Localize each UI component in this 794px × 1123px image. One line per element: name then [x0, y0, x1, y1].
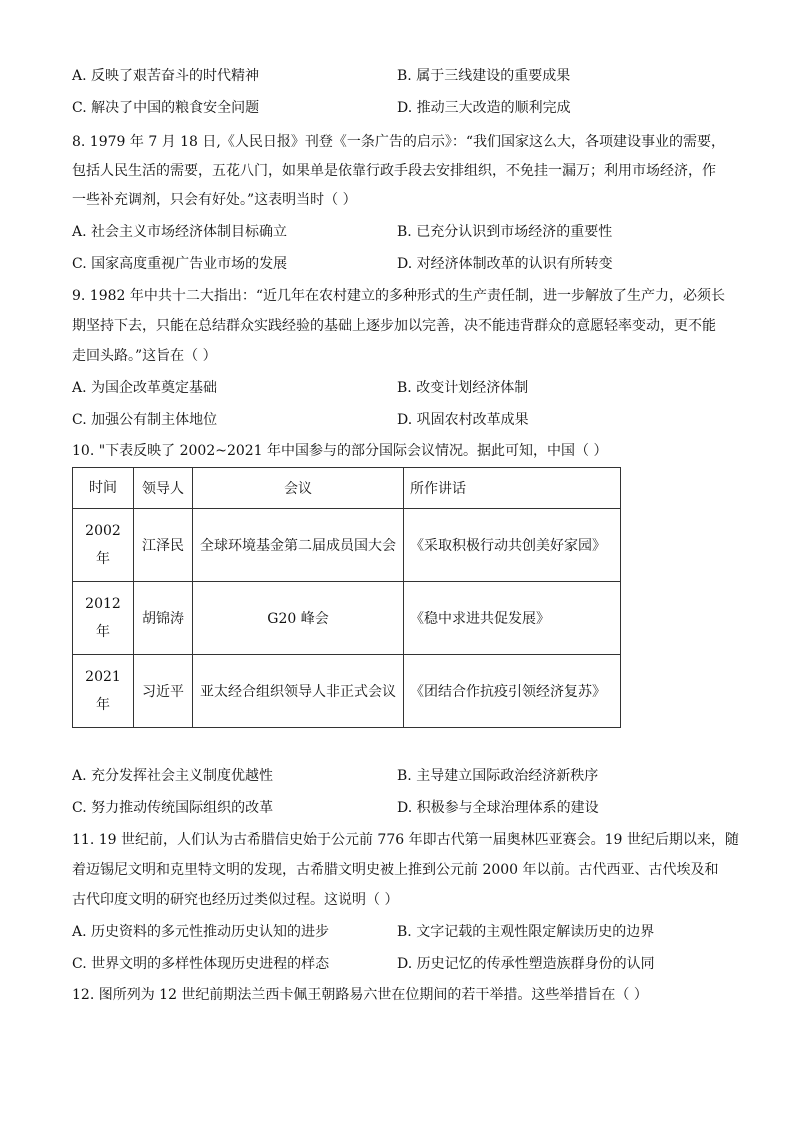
q10-stem: 10. "下表反映了 2002~2021 年中国参与的部分国际会议情况。据此可知，中国（ ） [72, 443, 608, 459]
q11-stem-line1: 11. 19 世纪前，人们认为古希腊信史始于公元前 776 年即古代第一届奥林匹亚赛会。19 世纪后期以来，随 [72, 832, 739, 848]
header-leader: 领导人 [134, 468, 193, 509]
table-row [73, 509, 621, 582]
q11-option-c: C. 世界文明的多样性体现历史进程的样态 [72, 956, 330, 972]
q9-option-d: D. 巩固农村改革成果 [397, 412, 529, 428]
q8-stem-line1: 8. 1979 年 7 月 18 日,《人民日报》刊登《一条广告的启示》：“我们国家这么大，各项建设事业的需要， [72, 134, 726, 150]
q11-stem-line3: 古代印度文明的研究也经历过类似过程。这说明（ ） [72, 892, 399, 908]
header-meeting: 会议 [193, 468, 404, 509]
q10-option-d: D. 积极参与全球治理体系的建设 [397, 800, 599, 816]
cell-leader: 习近平 [134, 655, 193, 728]
cell-year: 2002 [85, 523, 121, 539]
q11-stem-line2: 着迈锡尼文明和克里特文明的发现，古希腊文明史被上推到公元前 2000 年以前。古代西亚、古代埃及和 [72, 862, 719, 878]
q8-option-d: D. 对经济体制改革的认识有所转变 [397, 256, 613, 272]
q11-option-a: A. 历史资料的多元性推动历史认知的进步 [72, 924, 330, 940]
cell-time [73, 509, 134, 582]
q12-stem-line1: 12. 图所列为 12 世纪前期法兰西卡佩王朝路易六世在位期间的若干举措。这些举措旨在（ ） [72, 987, 648, 1003]
meeting-table [72, 467, 621, 728]
q10-option-c: C. 努力推动传统国际组织的改革 [72, 800, 274, 816]
table-row [73, 655, 621, 728]
q11-option-d: D. 历史记忆的传承性塑造族群身份的认同 [397, 956, 655, 972]
cell-meeting: G20 峰会 [193, 582, 404, 655]
cell-year: 2012 [85, 596, 121, 612]
q8-stem-line3: 一些补充调剂，只会有好处。”这表明当时（ ） [72, 192, 357, 208]
cell-speech: 《团结合作抗疫引领经济复苏》 [404, 655, 621, 728]
cell-year: 2021 [85, 669, 121, 685]
q8-option-c: C. 国家高度重视广告业市场的发展 [72, 256, 288, 272]
cell-time [73, 582, 134, 655]
q9-option-b: B. 改变计划经济体制 [397, 380, 529, 396]
header-speech: 所作讲话 [404, 468, 621, 509]
q9-stem-line3: 走回头路。”这旨在（ ） [72, 348, 217, 364]
table-header-row [73, 468, 621, 509]
table-row [73, 582, 621, 655]
cell-year-unit: 年 [96, 551, 110, 567]
q7-option-b: B. 属于三线建设的重要成果 [397, 68, 571, 84]
header-time: 时间 [73, 468, 134, 509]
q11-option-b: B. 文字记载的主观性限定解读历史的边界 [397, 924, 655, 940]
q8-option-b: B. 已充分认识到市场经济的重要性 [397, 224, 613, 240]
cell-time [73, 655, 134, 728]
q10-option-b: B. 主导建立国际政治经济新秩序 [397, 768, 599, 784]
cell-speech: 《采取积极行动共创美好家园》 [404, 509, 621, 582]
q9-stem-line1: 9. 1982 年中共十二大指出：“近几年在农村建立的多种形式的生产责任制，进一步解放了生产力，必须长 [72, 288, 726, 304]
q7-option-c: C. 解决了中国的粮食安全问题 [72, 100, 260, 116]
q10-option-a: A. 充分发挥社会主义制度优越性 [72, 768, 274, 784]
cell-meeting: 全球环境基金第二届成员国大会 [193, 509, 404, 582]
cell-speech: 《稳中求进共促发展》 [404, 582, 621, 655]
q9-option-a: A. 为国企改革奠定基础 [72, 380, 218, 396]
q9-option-c: C. 加强公有制主体地位 [72, 412, 218, 428]
q8-stem-line2: 包括人民生活的需要，五花八门，如果单是依靠行政手段去安排组织，不免挂一漏万；利用市场经济，作 [72, 163, 716, 179]
cell-leader: 胡锦涛 [134, 582, 193, 655]
cell-meeting: 亚太经合组织领导人非正式会议 [193, 655, 404, 728]
q7-option-a: A. 反映了艰苦奋斗的时代精神 [72, 68, 260, 84]
q7-option-d: D. 推动三大改造的顺利完成 [397, 100, 571, 116]
cell-leader: 江泽民 [134, 509, 193, 582]
cell-year-unit: 年 [96, 697, 110, 713]
cell-year-unit: 年 [96, 624, 110, 640]
q8-option-a: A. 社会主义市场经济体制目标确立 [72, 224, 288, 240]
q9-stem-line2: 期坚持下去，只能在总结群众实践经验的基础上逐步加以完善，决不能违背群众的意愿轻率变动，更不能 [72, 318, 716, 334]
